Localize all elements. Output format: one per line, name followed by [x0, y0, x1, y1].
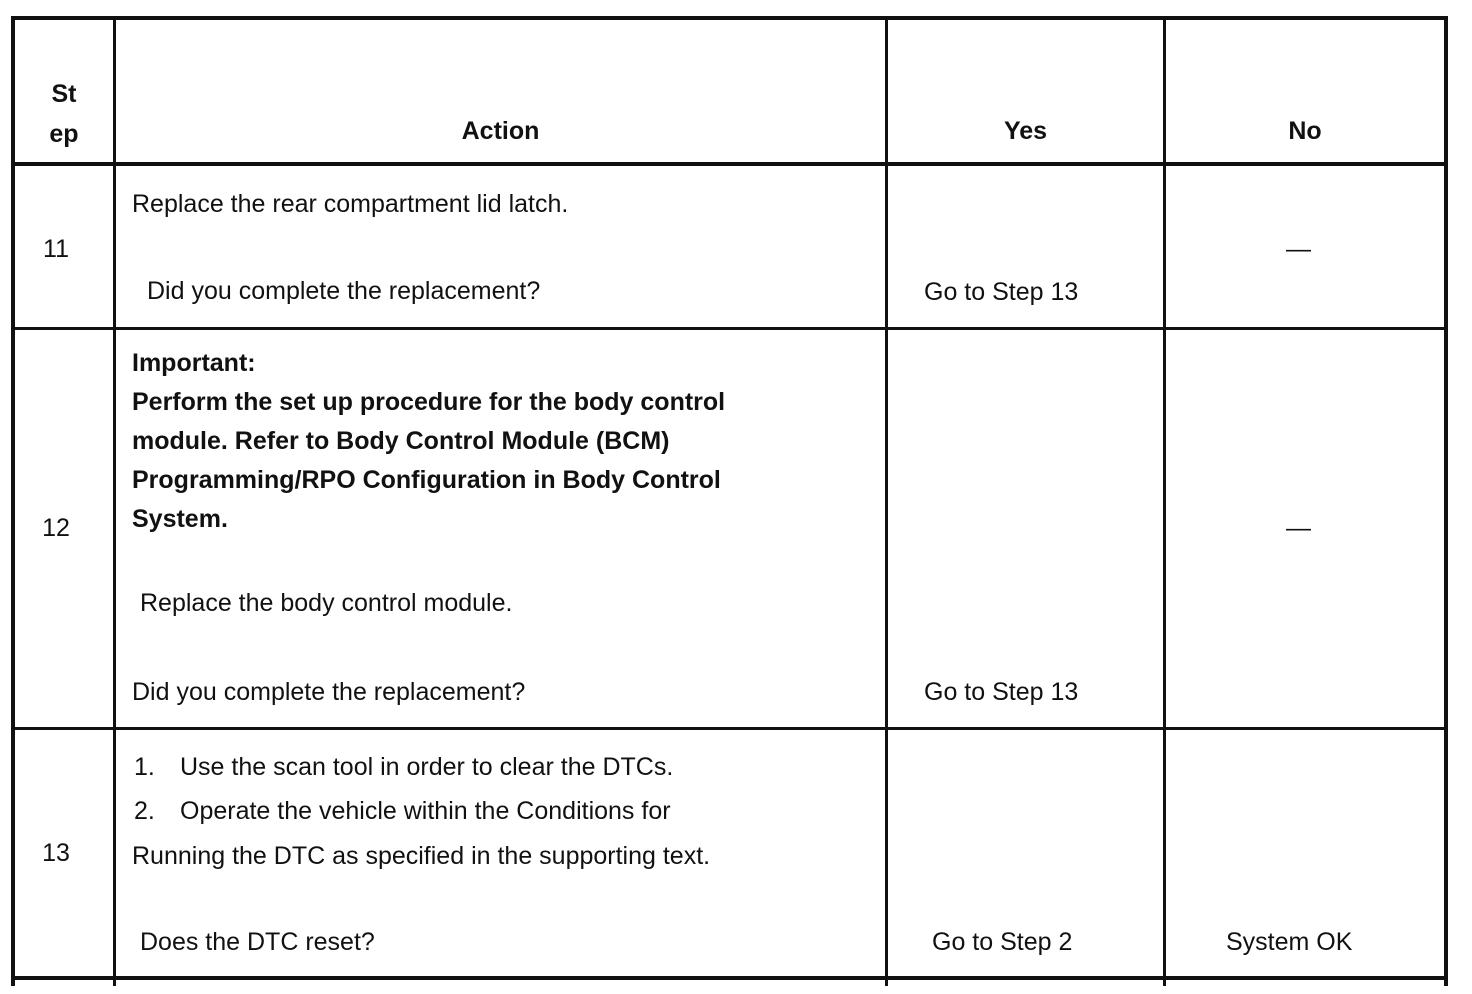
yes-column-divider: [1163, 16, 1166, 986]
row-12-question: Did you complete the replacement?: [132, 678, 526, 706]
action-column-divider: [885, 16, 888, 986]
row-12-important-label: Important:: [132, 349, 256, 377]
row-12-yes: Go to Step 13: [924, 678, 1079, 706]
table-top-border: [11, 16, 1448, 20]
row-11-question: Did you complete the replacement?: [147, 277, 541, 305]
row-13-list-item-2-text: Operate the vehicle within the Conditions for: [180, 797, 671, 825]
row-11-yes: Go to Step 13: [924, 278, 1079, 306]
row-13-step: 13: [42, 839, 70, 867]
diagnostic-table: [11, 16, 1448, 986]
header-action: Action: [461, 117, 540, 145]
row-12-no: —: [1286, 514, 1311, 542]
row-13-list-continuation: Running the DTC as specified in the supporting text.: [132, 842, 711, 870]
row-11-no: —: [1286, 235, 1311, 263]
row-12-bottom-border: [11, 727, 1448, 730]
row-11-action-text: Replace the rear compartment lid latch.: [132, 190, 569, 218]
header-step: [15, 74, 113, 154]
header-step-line2: ep: [49, 120, 79, 148]
row-13-no: System OK: [1226, 928, 1353, 956]
table-bottom-border: [11, 976, 1448, 980]
row-13-list-item-1-text: Use the scan tool in order to clear the DTCs.: [180, 753, 674, 781]
row-13-yes: Go to Step 2: [932, 928, 1073, 956]
row-12-step: 12: [42, 514, 70, 542]
row-11-step: 11: [43, 235, 69, 263]
row-11-bottom-border: [11, 327, 1448, 330]
row-12-action-text: Replace the body control module.: [140, 589, 513, 617]
header-step-line1: St: [51, 80, 77, 108]
row-13-question: Does the DTC reset?: [140, 928, 375, 956]
row-12-important-text: Perform the set up procedure for the body control module. Refer to Body Control Module (BCM) Programming/RPO Configuration in Body Control System.: [132, 388, 726, 533]
header-yes: Yes: [1003, 117, 1048, 145]
table-right-border: [1444, 16, 1448, 986]
row-13-list-item-2-number: 2.: [134, 797, 155, 825]
row-13-list-item-1-number: 1.: [134, 753, 155, 781]
header-no: No: [1288, 117, 1322, 145]
header-bottom-border: [11, 162, 1448, 166]
step-column-divider: [113, 16, 116, 986]
